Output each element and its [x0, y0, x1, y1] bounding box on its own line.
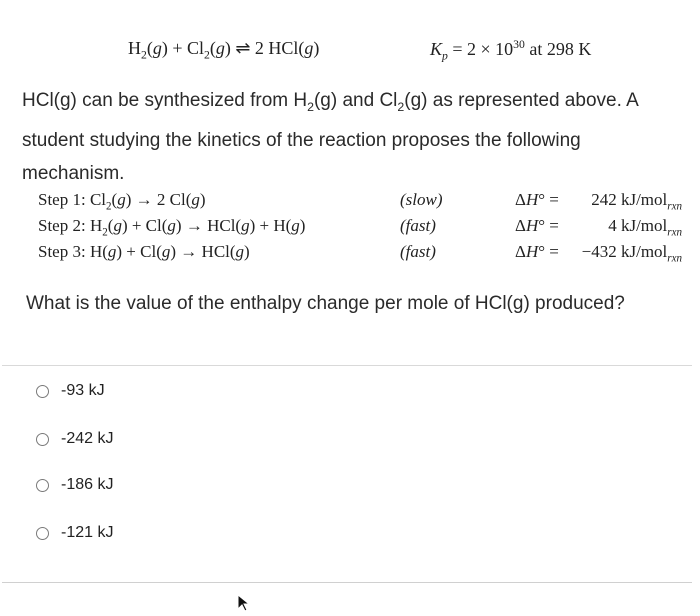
step-rate: (fast) — [400, 242, 436, 261]
reaction-equation: $H_2(g) + Cl_2(g)$ ⇌ 2 HCl(g) — [128, 38, 320, 62]
mechanism-step-2 — [38, 216, 688, 242]
step-rate: (slow) — [400, 190, 443, 209]
mechanism-step-3 — [38, 242, 688, 268]
answer-option-4[interactable] — [36, 524, 113, 542]
step-reaction: Step 1: $Cl_2(g) \to 2$ Cl(g) — [38, 190, 206, 213]
mechanism-step-1 — [38, 190, 688, 216]
answer-option-3[interactable] — [36, 476, 113, 494]
step-enthalpy-label: ΔH° = — [515, 216, 559, 235]
radio-icon[interactable] — [36, 433, 49, 446]
step-reaction: Step 2: $H_2(g) + Cl(g) \to HCl(g) + H(g)$ — [38, 216, 306, 239]
answer-option-1[interactable] — [36, 382, 105, 400]
option-label: -121 kJ — [61, 524, 114, 541]
step-enthalpy-label: ΔH° = — [515, 242, 559, 261]
divider — [2, 365, 692, 366]
step-reaction: Step 3: H(g) + Cl(g) → HCl(g) — [38, 242, 250, 261]
radio-icon[interactable] — [36, 527, 49, 540]
radio-icon[interactable] — [36, 479, 49, 492]
intro-text: HCl(g) can be synthesized from $H_2(g)$ and $Cl_2(g)$ as represented above. A student studying the kinetics of the reaction proposes the following mechanism. — [22, 90, 638, 184]
divider — [2, 582, 692, 583]
step-enthalpy-value: 242 kJ/mol$_{rxn}$ — [591, 190, 682, 213]
mechanism-steps — [38, 190, 688, 268]
step-enthalpy-label: ΔH° = — [515, 190, 559, 209]
option-label: -186 kJ — [61, 476, 114, 493]
step-rate: (fast) — [400, 216, 436, 235]
option-label: -93 kJ — [61, 382, 105, 399]
equilibrium-constant: $K_p = 2 \times 10^{30}$ at 298 K — [430, 38, 592, 63]
step-enthalpy-value: −432 kJ/mol$_{rxn}$ — [581, 242, 682, 265]
mouse-pointer-icon — [236, 594, 252, 612]
step-enthalpy-value: 4 kJ/mol$_{rxn}$ — [608, 216, 682, 239]
answer-option-2[interactable] — [36, 430, 113, 448]
option-label: -242 kJ — [61, 430, 114, 447]
radio-icon[interactable] — [36, 385, 49, 398]
question-text: What is the value of the enthalpy change per mole of HCl(g) produced? — [26, 293, 625, 314]
